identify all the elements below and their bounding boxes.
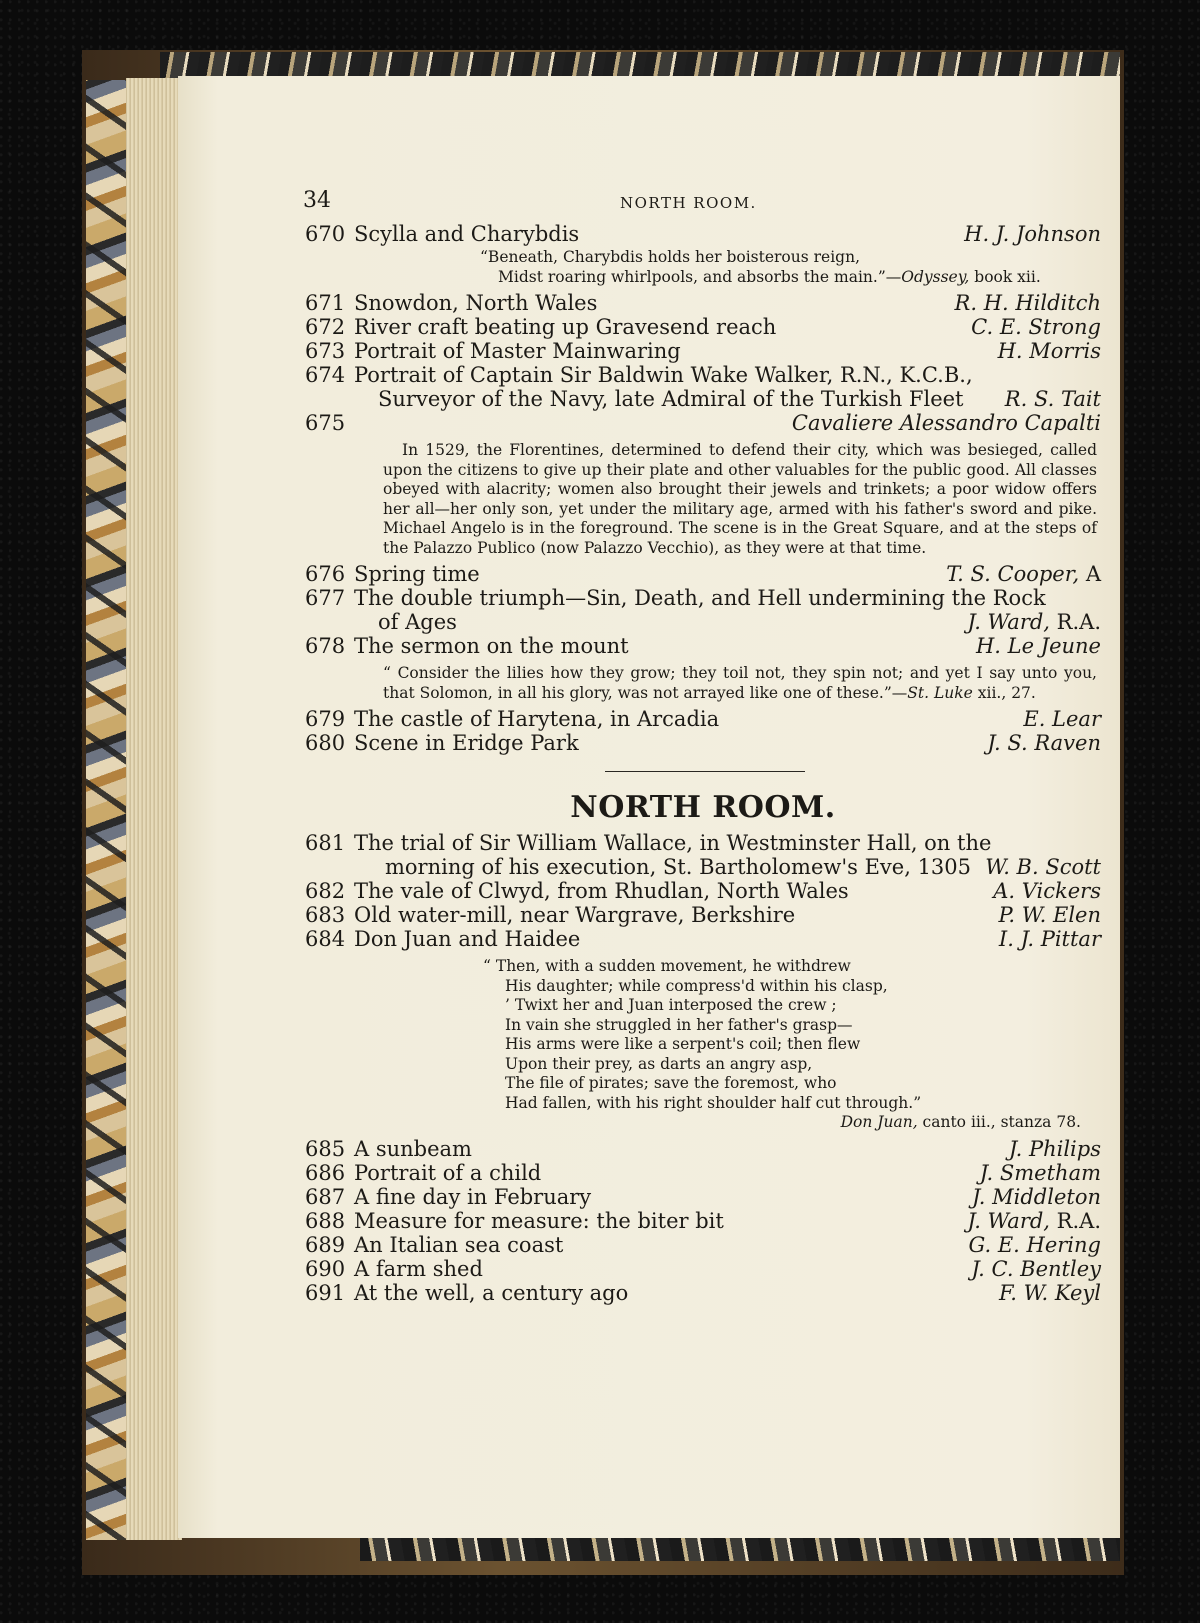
catalogue-entry — [305, 707, 1101, 731]
entry-title: The vale of Clwyd, from Rhudlan, North Wales — [354, 879, 849, 903]
catalogue-entry — [305, 315, 1101, 339]
entry-title: The castle of Harytena, in Arcadia — [354, 707, 720, 731]
catalogue-entry — [305, 586, 1101, 610]
entry-quotation: “ Consider the lilies how they grow; they toil not, they spin not; and yet I say unto you, that Solomon, in all his glory, was not arrayed like one of these.”—St. Luke xii., 27. — [383, 664, 1097, 702]
catalogue-entry — [305, 1161, 1101, 1185]
entry-artist: F. W. Keyl — [998, 1280, 1101, 1305]
catalogue-entry — [305, 1185, 1101, 1209]
entry-number: 689 — [305, 1232, 346, 1257]
entry-artist: J. S. Raven — [987, 731, 1101, 755]
entry-title: The double triumph—Sin, Death, and Hell undermining the Rock — [354, 586, 1046, 610]
catalogue-entry — [305, 411, 1101, 435]
entry-artist: R. H. Hilditch — [954, 291, 1101, 315]
entry-number: 690 — [305, 1256, 346, 1281]
quote-source: Don Juan, canto iii., stanza 78. — [840, 1113, 1081, 1131]
running-title: NORTH ROOM. — [620, 194, 757, 212]
entry-number: 688 — [305, 1208, 346, 1233]
entry-title: Portrait of Master Mainwaring — [354, 339, 681, 363]
catalogue-page — [178, 76, 1120, 1538]
catalogue-entry-continued — [305, 610, 1101, 634]
entry-title: Snowdon, North Wales — [354, 291, 598, 315]
entry-title-continued: Surveyor of the Navy, late Admiral of the Turkish Fleet — [378, 387, 964, 411]
quote-line: In vain she struggled in her father's grasp— — [505, 1015, 853, 1034]
catalogue-entry — [305, 927, 1101, 951]
entry-title: A farm shed — [354, 1256, 483, 1281]
catalogue-entry — [305, 1281, 1101, 1305]
entry-description: In 1529, the Florentines, determined to defend their city, which was besieged, called upon the citizens to give up their plate and other valuables for the public good. All classes obeyed with alacrity; women also brought their jewels and trinkets; a poor widow offers her all—her only son, yet under the military age, armed with his father's sword and pike. Michael Angelo is in the foreground. The scene is in the Great Square, and at the steps of the Palazzo Publico (now Palazzo Vecchio), as they were at that time. — [383, 441, 1097, 557]
entry-number: 684 — [305, 927, 346, 951]
page-number: 34 — [303, 188, 331, 213]
entry-quotation — [305, 248, 1101, 287]
marbled-edge-top — [160, 52, 1120, 78]
entry-number: 671 — [305, 291, 346, 315]
entry-artist: P. W. Elen — [998, 903, 1101, 927]
entry-title: Portrait of a child — [354, 1160, 542, 1185]
catalogue-entry-continued — [305, 387, 1101, 411]
entry-artist: E. Lear — [1023, 707, 1101, 731]
marbled-endpaper — [86, 80, 130, 1540]
entry-title: Old water-mill, near Wargrave, Berkshire — [354, 903, 796, 927]
entry-artist: A. Vickers — [993, 879, 1101, 903]
entry-number: 682 — [305, 879, 346, 903]
entry-title: Measure for measure: the biter bit — [354, 1208, 724, 1233]
entry-artist: W. B. Scott — [985, 855, 1101, 879]
entry-artist: J. Smetham — [979, 1160, 1101, 1185]
entry-title: Portrait of Captain Sir Baldwin Wake Walker, R.N., K.C.B., — [354, 363, 973, 387]
section-divider — [605, 771, 805, 772]
entry-title: A fine day in February — [354, 1184, 592, 1209]
entry-title: A sunbeam — [354, 1136, 472, 1161]
entry-number: 676 — [305, 562, 346, 586]
catalogue-entry — [305, 903, 1101, 927]
entry-artist: Cavaliere Alessandro Capalti — [791, 411, 1101, 435]
entry-artist: T. S. Cooper, A — [946, 562, 1101, 586]
entry-number: 678 — [305, 634, 346, 658]
catalogue-entry — [305, 291, 1101, 315]
entry-title-continued: of Ages — [378, 610, 457, 634]
quote-line: The file of pirates; save the foremost, who — [505, 1074, 837, 1092]
entry-number: 674 — [305, 363, 346, 387]
catalogue-entry — [305, 634, 1101, 658]
entry-artist: H. Le Jeune — [975, 634, 1101, 658]
catalogue-entry — [305, 831, 1101, 855]
entry-number: 681 — [305, 831, 346, 855]
marbled-edge-bottom — [360, 1535, 1120, 1561]
quote-line: His daughter; while compress'd within his clasp, — [505, 976, 888, 995]
catalogue-entry — [305, 1209, 1101, 1233]
catalogue-entry — [305, 1137, 1101, 1161]
catalogue-entry — [305, 731, 1101, 755]
quote-line: Upon their prey, as darts an angry asp, — [505, 1054, 813, 1073]
entry-artist: R. S. Tait — [1004, 387, 1101, 411]
entry-title: An Italian sea coast — [354, 1232, 564, 1257]
entry-title: Spring time — [354, 562, 480, 586]
entry-artist: C. E. Strong — [971, 315, 1101, 339]
entry-artist: J. C. Bentley — [971, 1256, 1101, 1281]
quote-line: “ Then, with a sudden movement, he withdrew — [483, 957, 851, 975]
page-edges — [126, 78, 182, 1540]
quote-line: ’ Twixt her and Juan interposed the crew ; — [505, 996, 837, 1014]
catalogue-entry — [305, 363, 1101, 387]
catalogue-entry — [305, 1257, 1101, 1281]
entry-number: 672 — [305, 315, 346, 339]
entry-title: The trial of Sir William Wallace, in Westminster Hall, on the — [354, 831, 992, 855]
entry-number: 685 — [305, 1136, 346, 1161]
quote-line: Midst roaring whirlpools, and absorbs the main.”—Odyssey, book xii. — [498, 267, 1041, 286]
quote-line: “Beneath, Charybdis holds her boisterous reign, — [480, 248, 860, 266]
entry-artist: J. Ward, R.A. — [967, 1208, 1101, 1233]
entry-number: 680 — [305, 731, 346, 755]
entry-title: At the well, a century ago — [354, 1280, 629, 1305]
entry-title: Scene in Eridge Park — [354, 731, 579, 755]
entry-artist: H. J. Johnson — [964, 222, 1101, 246]
catalogue-entry — [305, 879, 1101, 903]
entry-title: Don Juan and Haidee — [354, 927, 581, 951]
quote-line: His arms were like a serpent's coil; then flew — [505, 1035, 861, 1053]
entry-artist: H. Morris — [997, 339, 1101, 363]
catalogue-entry — [305, 339, 1101, 363]
entry-number: 679 — [305, 707, 346, 731]
entry-title: Scylla and Charybdis — [354, 222, 580, 246]
section-heading: NORTH ROOM. — [570, 790, 836, 825]
entry-artist: G. E. Hering — [968, 1232, 1101, 1257]
entry-number: 687 — [305, 1184, 346, 1209]
catalogue-body — [305, 222, 1101, 1305]
entry-number: 677 — [305, 586, 346, 610]
entry-title-continued: morning of his execution, St. Bartholomew's Eve, 1305 — [385, 855, 972, 879]
entry-number: 675 — [305, 411, 346, 435]
catalogue-entry — [305, 562, 1101, 586]
catalogue-entry — [305, 222, 1101, 246]
entry-quotation — [305, 957, 1101, 1133]
entry-title: The sermon on the mount — [354, 634, 629, 658]
entry-number: 686 — [305, 1160, 346, 1185]
entry-artist: I. J. Pittar — [998, 927, 1101, 951]
quote-line: Had fallen, with his right shoulder half cut through.” — [505, 1093, 922, 1112]
entry-number: 670 — [305, 222, 346, 246]
entry-number: 673 — [305, 339, 346, 363]
catalogue-entry — [305, 1233, 1101, 1257]
entry-artist: J. Middleton — [972, 1184, 1101, 1209]
entry-title: River craft beating up Gravesend reach — [354, 315, 777, 339]
entry-artist: J. Ward, R.A. — [967, 610, 1101, 634]
entry-artist: J. Philips — [1008, 1136, 1101, 1161]
entry-number: 691 — [305, 1280, 346, 1305]
catalogue-entry-continued — [305, 855, 1101, 879]
entry-number: 683 — [305, 903, 346, 927]
